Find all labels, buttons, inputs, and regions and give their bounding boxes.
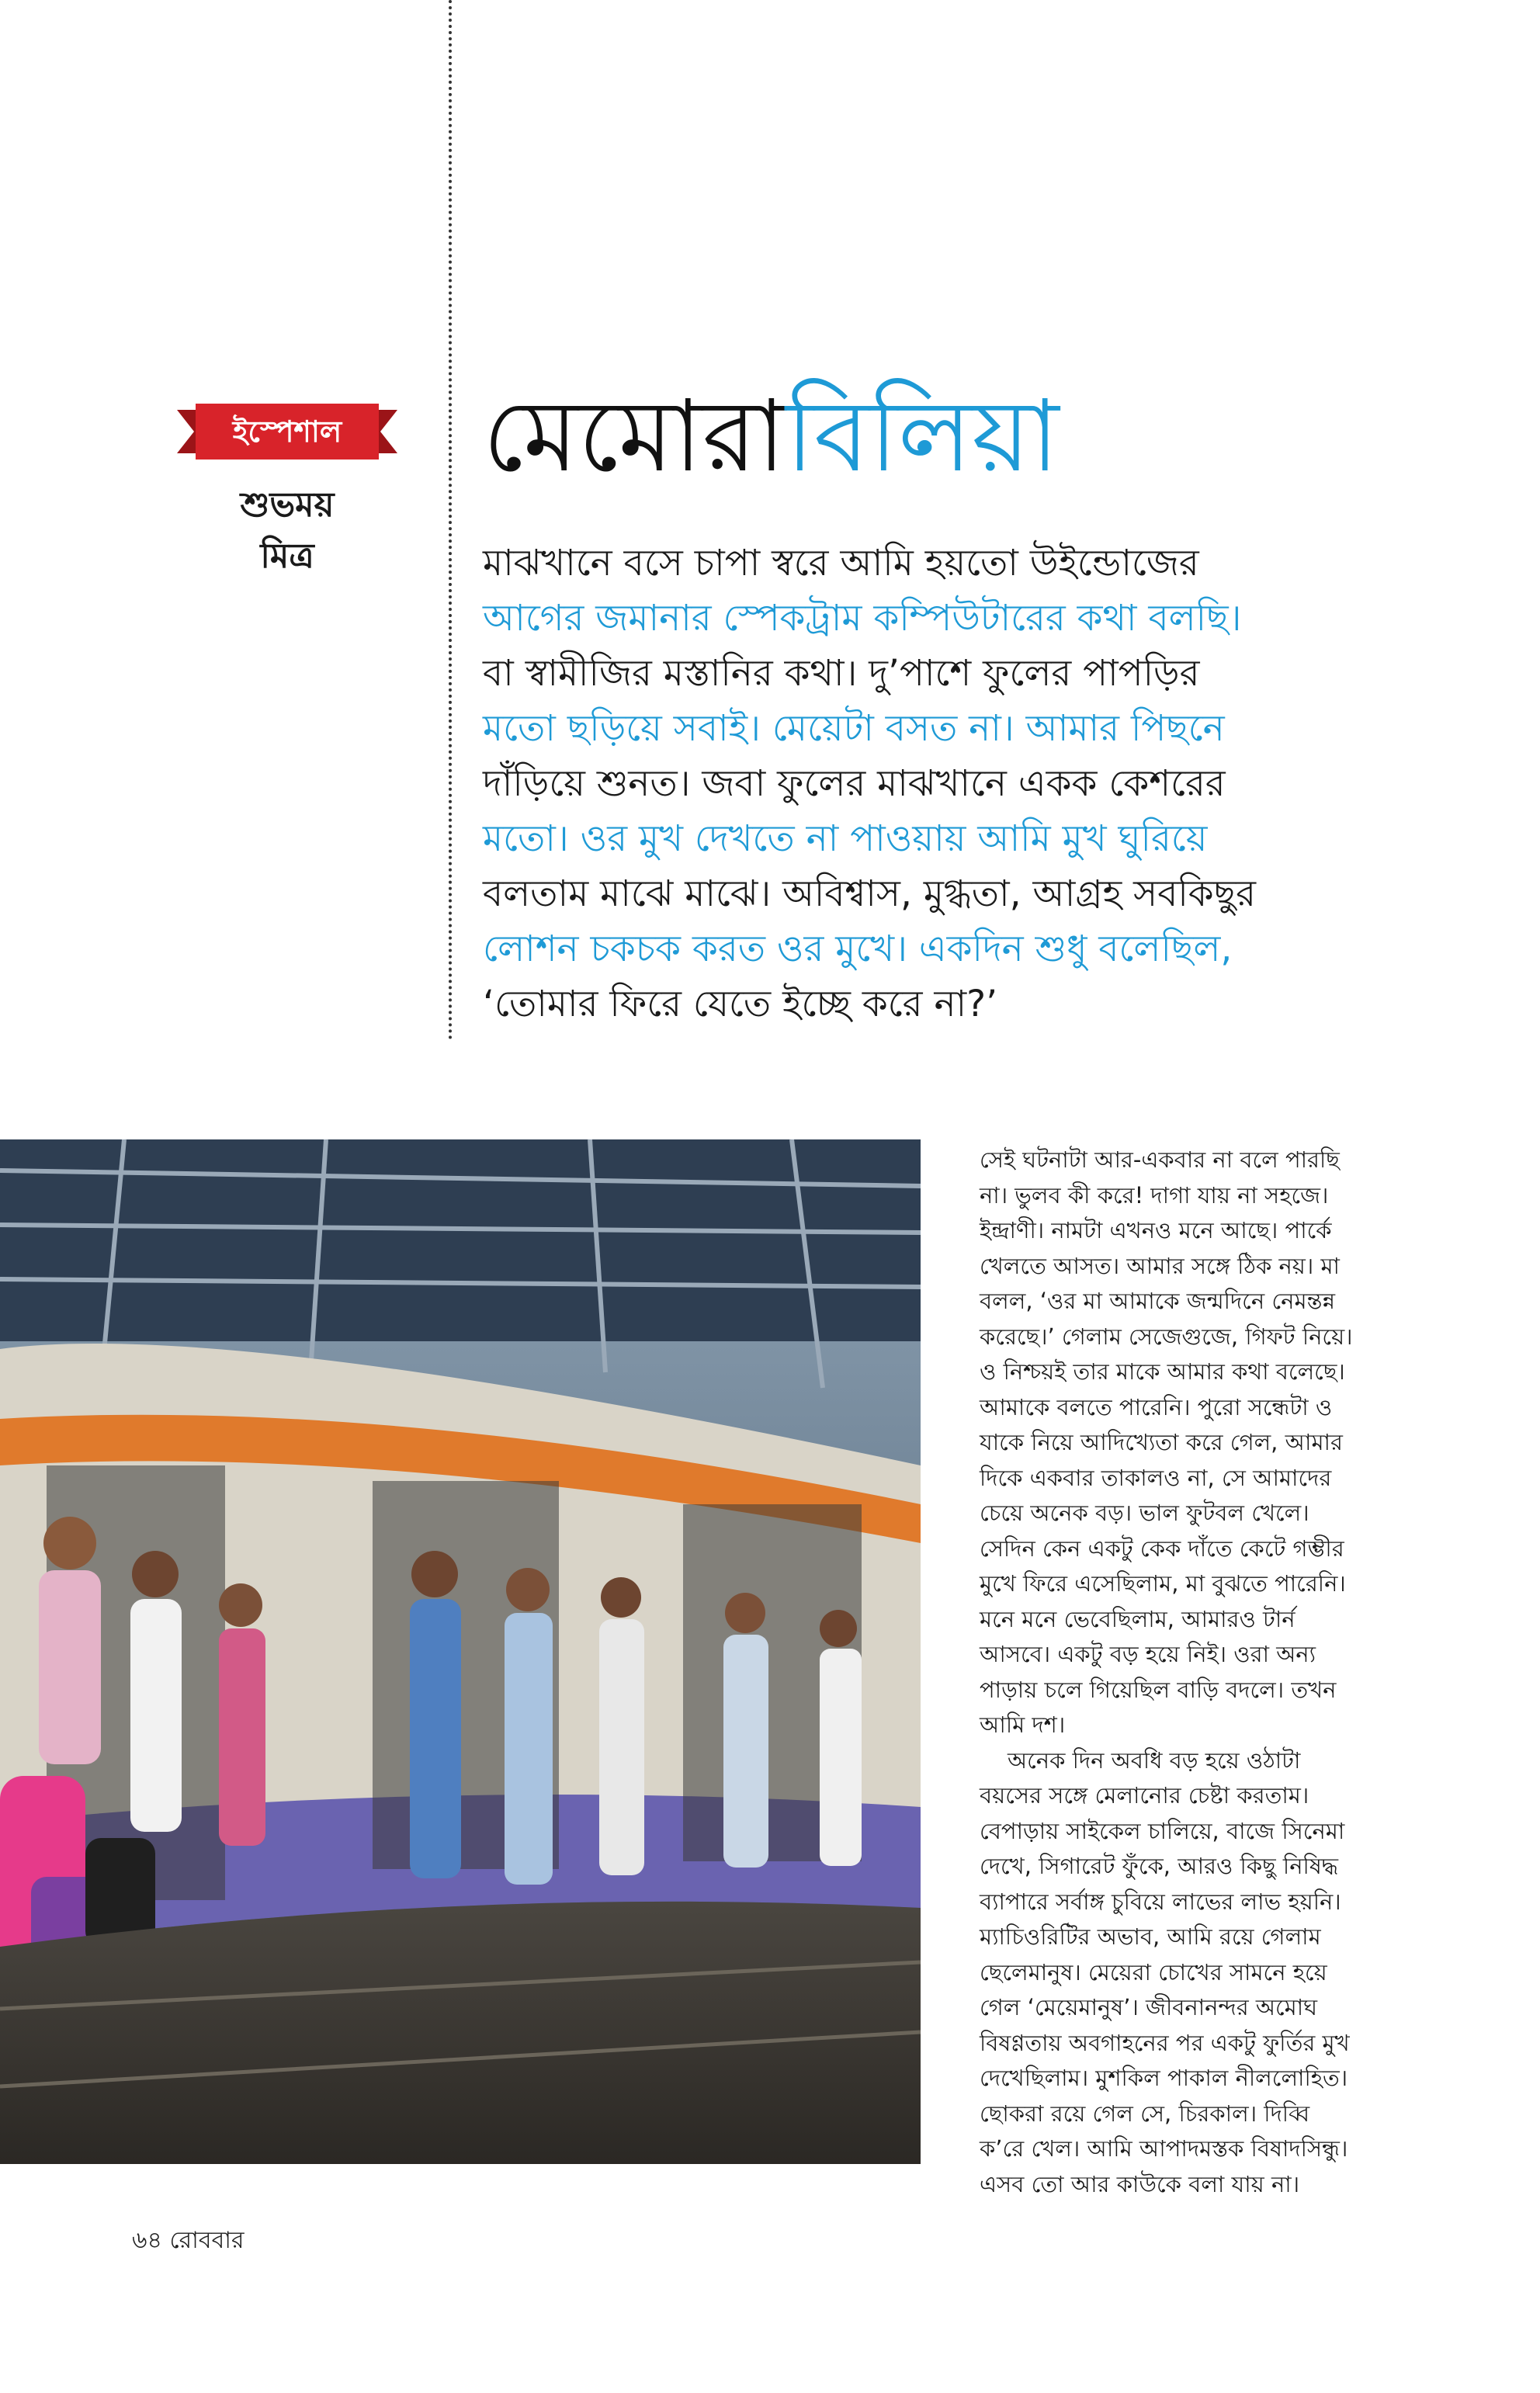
body-line: ও নিশ্চয়ই তার মাকে আমার কথা বলেছে। bbox=[980, 1358, 1345, 1385]
author-byline bbox=[177, 480, 397, 582]
body-line: বলল, ‘ওর মা আমাকে জন্মদিনে নেমন্তন্ন bbox=[980, 1288, 1336, 1314]
section-tag-label: ইস্পেশাল bbox=[232, 414, 342, 449]
body-line: আমাকে বলতে পারেনি। পুরো সন্ধেটা ও bbox=[980, 1393, 1333, 1420]
body-column bbox=[980, 1143, 1484, 2202]
intro-line: ‘তোমার ফিরে যেতে ইচ্ছে করে না?’ bbox=[483, 983, 998, 1025]
body-line: বেপাড়ায় সাইকেল চালিয়ে, বাজে সিনেমা bbox=[980, 1817, 1345, 1844]
page-folio: ৬৪ রোববার bbox=[132, 2227, 245, 2254]
body-line: দিকে একবার তাকালও না, সে আমাদের bbox=[980, 1464, 1332, 1491]
body-line: গেল ‘মেয়েমানুষ’। জীবনানন্দর অমোঘ bbox=[980, 1994, 1318, 2020]
body-line: পাড়ায় চলে গিয়েছিল বাড়ি বদলে। তখন bbox=[980, 1676, 1337, 1703]
intro-line: লোশন চকচক করত ওর মুখে। একদিন শুধু বলেছিল, bbox=[483, 928, 1233, 970]
headline-part-blue: বিলিয়া bbox=[786, 379, 1060, 494]
body-line: মনে মনে ভেবেছিলাম, আমারও টার্ন bbox=[980, 1605, 1295, 1632]
dotted-column-rule bbox=[449, 0, 452, 1040]
intro-line: বা স্বামীজির মস্তানির কথা। দু’পাশে ফুলের পাপড়ির bbox=[483, 652, 1200, 695]
author-first-name: শুভময় bbox=[240, 485, 335, 525]
body-line: অনেক দিন অবধি বড় হয়ে ওঠাটা bbox=[1008, 1746, 1301, 1774]
intro-line: দাঁড়িয়ে শুনত। জবা ফুলের মাঝখানে একক কেশরের bbox=[483, 762, 1226, 805]
body-line: ক’রে খেল। আমি আপাদমস্তক বিষাদসিন্ধু। bbox=[980, 2135, 1348, 2162]
body-line: মুখে ফিরে এসেছিলাম, মা বুঝতে পারেনি। bbox=[980, 1570, 1346, 1597]
body-paragraph-1 bbox=[980, 1143, 1484, 1743]
train-photo bbox=[0, 1139, 921, 2164]
section-tag-ribbon bbox=[177, 404, 397, 460]
body-line: সেই ঘটনাটা আর-একবার না বলে পারছি bbox=[980, 1146, 1340, 1173]
author-last-name: মিত্র bbox=[260, 536, 314, 576]
intro-line: মাঝখানে বসে চাপা স্বরে আমি হয়তো উইন্ডোজের bbox=[483, 542, 1199, 584]
body-line: বিষণ্ণতায় অবগাহনের পর একটু ফুর্তির মুখ bbox=[980, 2029, 1350, 2056]
body-line: ছোকরা রয়ে গেল সে, চিরকাল। দিব্বি bbox=[980, 2100, 1310, 2127]
intro-line: মতো। ওর মুখ দেখতে না পাওয়ায় আমি মুখ ঘুরিয়ে bbox=[483, 817, 1208, 860]
article-headline bbox=[483, 379, 1060, 495]
body-line: সেদিন কেন একটু কেক দাঁতে কেটে গম্ভীর bbox=[980, 1535, 1344, 1562]
body-line: আমি দশ। bbox=[980, 1712, 1066, 1738]
body-line: আসবে। একটু বড় হয়ে নিই। ওরা অন্য bbox=[980, 1641, 1316, 1667]
intro-standfirst bbox=[483, 536, 1438, 1032]
body-line: না। ভুলব কী করে! দাগা যায় না সহজে। bbox=[980, 1181, 1329, 1209]
intro-line: মতো ছড়িয়ে সবাই। মেয়েটা বসত না। আমার পিছনে bbox=[483, 707, 1225, 750]
body-line: ম্যাচিওরিটির অভাব, আমি রয়ে গেলাম bbox=[980, 1923, 1321, 1950]
headline-part-black: মেমোরা bbox=[483, 379, 786, 494]
body-line: ইন্দ্রাণী। নামটা এখনও মনে আছে। পার্কে bbox=[980, 1217, 1332, 1243]
body-line: এসব তো আর কাউকে বলা যায় না। bbox=[980, 2170, 1300, 2197]
body-line: চেয়ে অনেক বড়। ভাল ফুটবল খেলে। bbox=[980, 1500, 1309, 1526]
body-paragraph-2 bbox=[980, 1743, 1484, 2203]
body-line: ছেলেমানুষ। মেয়েরা চোখের সামনে হয়ে bbox=[980, 1958, 1327, 1985]
body-line: যাকে নিয়ে আদিখ্যেতা করে গেল, আমার bbox=[980, 1429, 1343, 1455]
intro-line: বলতাম মাঝে মাঝে। অবিশ্বাস, মুগ্ধতা, আগ্রহ সবকিছুর bbox=[483, 872, 1257, 915]
body-line: ব্যাপারে সর্বাঙ্গ চুবিয়ে লাভের লাভ হয়নি। bbox=[980, 1888, 1341, 1915]
body-line: বয়সের সঙ্গে মেলানোর চেষ্টা করতাম। bbox=[980, 1782, 1309, 1809]
body-line: দেখেছিলাম। মুশকিল পাকাল নীললোহিত। bbox=[980, 2065, 1348, 2091]
train-illustration bbox=[0, 1139, 921, 2164]
body-line: খেলতে আসত। আমার সঙ্গে ঠিক নয়। মা bbox=[980, 1252, 1340, 1279]
body-line: দেখে, সিগারেট ফুঁকে, আরও কিছু নিষিদ্ধ bbox=[980, 1853, 1339, 1879]
intro-line: আগের জমানার স্পেকট্রাম কম্পিউটারের কথা বলছি। bbox=[483, 597, 1242, 640]
body-line: করেছে।’ গেলাম সেজেগুজে, গিফট নিয়ে। bbox=[980, 1323, 1353, 1350]
